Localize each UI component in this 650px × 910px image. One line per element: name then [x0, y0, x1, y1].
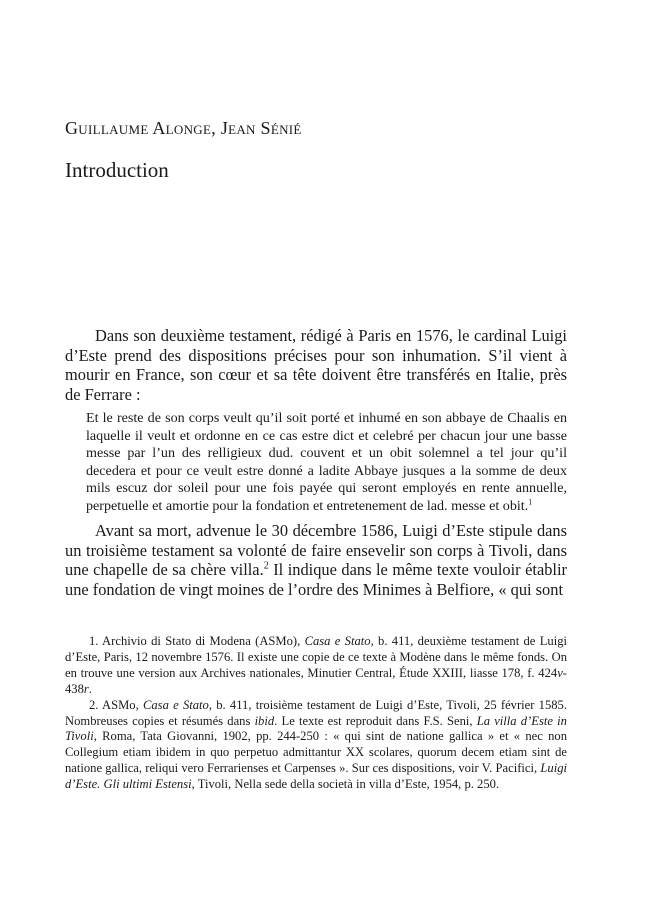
- footnote-1-text: .: [88, 681, 92, 696]
- chapter-title: Introduction: [65, 158, 169, 182]
- paragraph-2-part-a: Avant sa mort, advenue le 30 décembre 1586, Luigi d’Este stipule dans un troisième testament sa volonté de faire ensevelir son corps à Tivoli, dans une chapelle de sa chère villa.: [65, 521, 567, 579]
- footnote-2-text: , Tivoli, Nella sede della società in villa d’Este, 1954, p. 250.: [191, 777, 500, 792]
- footnote-2-italic: La villa d’Este in Tivoli: [65, 713, 567, 744]
- footnote-ref-1[interactable]: 1: [528, 496, 533, 506]
- footnote-1: [65, 634, 567, 698]
- footnote-1-italic: r: [83, 681, 89, 696]
- footnote-2-text: , Roma, Tata Giovanni, 1902, pp. 244-250 : « qui sint de natione gallica » et « nec non Collegium etiam ibidem in quo perpetuo admittantur XX scolares, quorum decem etiam sint de natione gallica, reliqui vero Ferrarienses et Carpenses ». Sur ces dispositions, voir V. Pacifici,: [65, 729, 567, 776]
- footnote-1-italic: v: [557, 665, 563, 680]
- chapter-authors: Guillaume Alonge, Jean Sénié: [65, 118, 302, 138]
- footnote-1-text: -438: [65, 665, 567, 696]
- footnote-ref-2[interactable]: 2: [263, 560, 269, 572]
- footnote-2-text: . Le texte est reproduit dans F.S. Seni,: [274, 713, 477, 728]
- footnotes: [65, 634, 567, 793]
- footnote-2-italic: Casa e Stato: [142, 697, 209, 712]
- footnote-2-text: , b. 411, troisième testament de Luigi d’Este, Tivoli, 25 février 1585. Nombreuses copies et résumés dans: [65, 697, 568, 728]
- footnote-1-text: , b. 411, deuxième testament de Luigi d’Este, Paris, 12 novembre 1576. Il existe une copie de ce texte à Modène dans le même fonds. On en trouve une version aux Archives nationales, Minutier Central, Étude XXIII, liasse 178, f. 424: [65, 634, 567, 680]
- footnote-1-italic: Casa e Stato: [304, 634, 371, 648]
- main-text: [65, 326, 567, 599]
- footnote-2: [65, 698, 567, 793]
- block-quote: [86, 410, 567, 515]
- paragraph-1: Dans son deuxième testament, rédigé à Paris en 1576, le cardinal Luigi d’Este prend des dispositions précises pour son inhumation. S’il vient à mourir en France, son cœur et sa tête doivent être transférés en Italie, près de Ferrare :: [65, 326, 567, 404]
- paragraph-2-part-b: Il indique dans le même texte vouloir établir une fondation de vingt moines de l’ordre des Minimes à Belfiore, « qui sont: [65, 560, 567, 599]
- footnote-2-italic: ibid: [254, 713, 275, 728]
- footnote-1-text: 1. Archivio di Stato di Modena (ASMo),: [89, 634, 305, 648]
- footnote-2-italic: Luigi d’Este. Gli ultimi Estensi: [65, 761, 567, 792]
- paragraph-2: [65, 521, 567, 599]
- quote-text: Et le reste de son corps veult qu’il soit porté et inhumé en son abbaye de Chaalis en laquelle il veult et ordonne en ce cas estre dict et celebré per chacun jour une basse messe par l’un des relligieux dud. couvent et un obit solemnel a tel jour qu’il decedera et pour ce veult estre donné a ladite Abbaye jusques a la somme de deux mils escuz dor soleil pour une fois payée qui seront employés en rente annuelle, perpetuelle et amortie pour la fondation et entretenement de lad. messe et obit.: [86, 410, 567, 514]
- footnote-2-text: 2. ASMo,: [89, 697, 143, 712]
